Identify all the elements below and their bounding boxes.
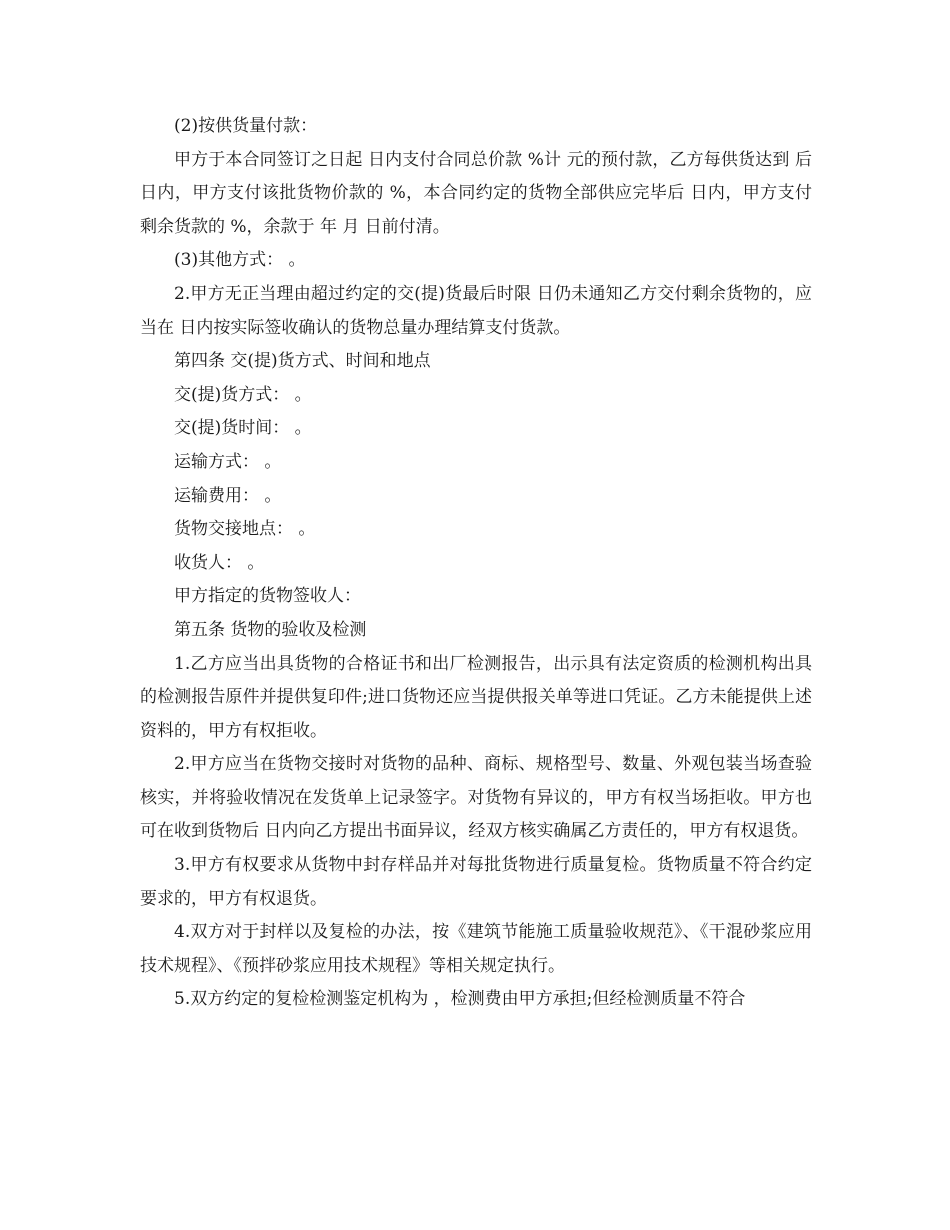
consignee-line: 收货人： 。 [174,552,265,573]
standards-clause: 4.双方对于封样以及复检的办法，按《建筑节能施工质量验收规范》、《干混砂浆应用技术规程》、《预拌砂浆应用技术规程》等相关规定执行。 [140,922,812,976]
inspection-clause: 2.甲方应当在货物交接时对货物的品种、商标、规格型号、数量、外观包装当场查验核实，并将验收情况在发货单上记录签字。对货物有异议的，甲方有权当场拒收。甲方也可在收到货物后 日内向乙方提出书面异议，经双方核实确属乙方责任的，甲方有权退货。 [140,754,812,842]
transport-cost-line: 运输费用： 。 [174,485,282,506]
transport-method-line: 运输方式： 。 [174,451,282,472]
designated-signer-line: 甲方指定的货物签收人： [174,586,361,607]
prepayment-clause: 甲方于本合同签订之日起 日内支付合同总价款 %计 元的预付款，乙方每供货达到 后 日内，甲方支付该批货物价款的 %，本合同约定的货物全部供应完毕后 日内，甲方支付剩余货款的 %，余款于 年 月 日前付清。 [140,149,812,237]
document-page [140,110,812,1017]
certificate-clause: 1.乙方应当出具货物的合格证书和出厂检测报告，出示具有法定资质的检测机构出具的检测报告原件并提供复印件;进口货物还应当提供报关单等进口凭证。乙方未能提供上述资料的，甲方有权拒收。 [140,653,812,741]
handover-location-line: 货物交接地点： 。 [174,519,316,540]
delivery-time-line: 交(提)货时间： 。 [174,418,312,439]
testing-agency-clause: 5.双方约定的复检检测鉴定机构为 ，检测费由甲方承担;但经检测质量不符合 [174,989,746,1010]
sample-recheck-clause: 3.甲方有权要求从货物中封存样品并对每批货物进行质量复检。货物质量不符合约定要求的，甲方有权退货。 [140,855,812,909]
delivery-method-line: 交(提)货方式： 。 [174,384,312,405]
other-payment-method: (3)其他方式： 。 [174,250,306,271]
settlement-clause: 2.甲方无正当理由超过约定的交(提)货最后时限 日仍未通知乙方交付剩余货物的，应当在 日内按实际签收确认的货物总量办理结算支付货款。 [140,283,812,338]
article-five-heading: 第五条 货物的验收及检测 [174,619,367,640]
payment-by-quantity-heading: (2)按供货量付款： [174,116,318,136]
article-four-heading: 第四条 交(提)货方式、时间和地点 [174,351,431,372]
